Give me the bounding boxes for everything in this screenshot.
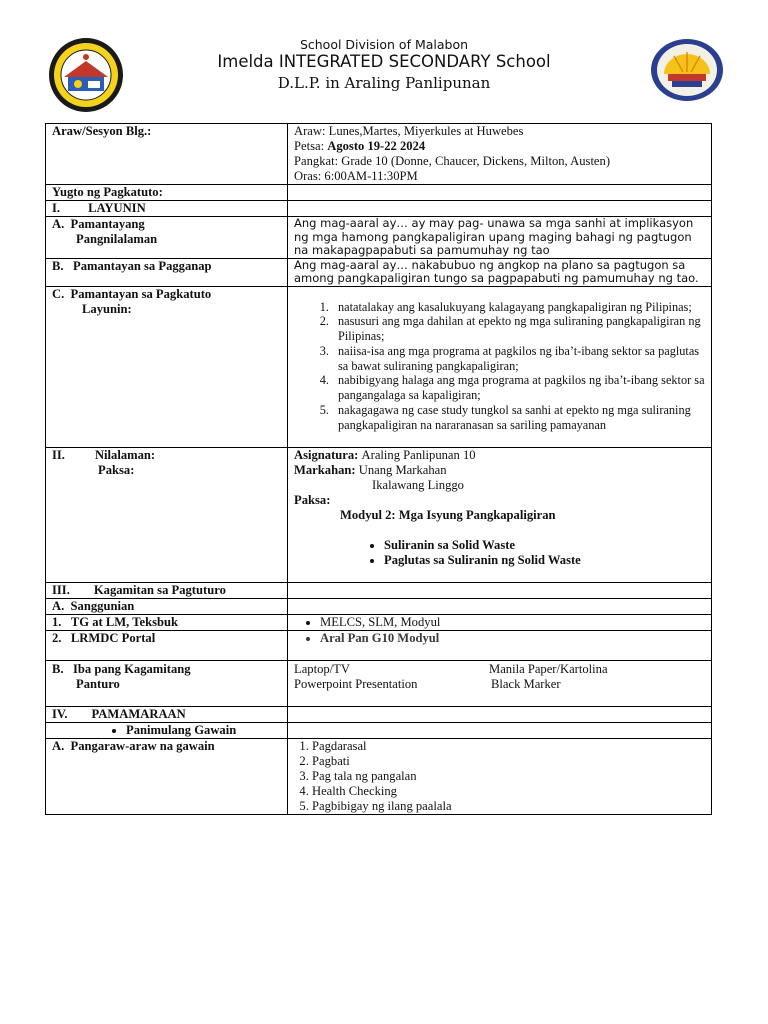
nilalaman-row — [46, 447, 712, 582]
topic-item: • Paglutas sa Suliranin ng Solid Waste — [384, 553, 705, 568]
asignatura: Asignatura: Araling Panlipunan 10 — [294, 447, 476, 462]
sanggunian-row — [46, 598, 712, 614]
pamantayan-sa-pagkatuto-row — [46, 286, 712, 447]
nilalaman-content — [288, 447, 712, 582]
school-name: Imelda INTEGRATED SECONDARY School — [217, 52, 551, 71]
pamantayang-pangnilalaman-row — [46, 217, 712, 259]
session-time: Oras: 6:00AM-11:30PM — [294, 169, 418, 183]
objective-item: 4. nabibigyang halaga ang mga programa at pagkilos ng iba’t-ibang sektor sa pangangalaga sa kapaligiran; — [332, 373, 705, 403]
topic-item: • Suliranin sa Solid Waste — [384, 538, 705, 553]
section-b-text: Ang mag-aaral ay… nakabubuo ng angkop na plano sa pagtugon sa among pangkapaligiran tungo sa pagpapabuti ng pamumuhay ng tao. — [288, 258, 712, 286]
session-days: Araw: Lunes,Martes, Miyerkules at Huwebes — [294, 124, 524, 138]
objective-item: 3. naiisa-isa ang mga programa at pagkilos ng iba’t-ibang sektor sa paglutas sa bawat suliraning pangkapaligiran; — [332, 344, 705, 374]
division-seal-icon — [650, 38, 724, 102]
session-details — [288, 124, 712, 185]
session-label: Araw/Sesyon Blg.: — [46, 124, 288, 185]
objective-item: 2. nasusuri ang mga dahilan at epekto ng mga suliraning pangkapaligiran ng Pilipinas; — [332, 314, 705, 344]
pangaraw-araw-row — [46, 738, 712, 814]
tg-lm-title: 1. TG at LM, Teksbuk — [46, 614, 288, 630]
section-a-text: Ang mag-aaral ay… ay may pag- unawa sa mga sanhi at implikasyon ng mga hamong pangkapaligiran upang maging bahagi ng pagtugon na makapagpapabuti sa pamumuhay ng tao — [288, 217, 712, 259]
objectives-list — [294, 300, 705, 433]
layunin-heading: I. LAYUNIN — [46, 201, 288, 217]
panimulang-gawain: • Panimulang Gawain — [46, 722, 288, 738]
session-date: Petsa: Agosto 19-22 2024 — [294, 139, 426, 153]
session-grade: Pangkat: Grade 10 (Donne, Chaucer, Dickens, Milton, Austen) — [294, 154, 611, 168]
pamamaraan-heading-row — [46, 706, 712, 722]
division-name: School Division of Malabon — [299, 37, 469, 52]
activity-item: 1. Pagdarasal — [312, 739, 705, 754]
lrmdc-title: 2. LRMDC Portal — [46, 630, 288, 660]
linggo: Ikalawang Linggo — [372, 477, 464, 492]
objectives-cell — [288, 286, 712, 447]
kagamitan-heading-row — [46, 582, 712, 598]
layunin-heading-row — [46, 201, 712, 217]
nilalaman-title: II. Nilalaman: Paksa: — [46, 447, 288, 582]
section-a-title: A. Pamantayang Pangnilalaman — [46, 217, 288, 259]
session-row — [46, 124, 712, 185]
section-b-title: B. Pamantayan sa Pagganap — [46, 258, 288, 286]
pangaraw-araw-title: A. Pangaraw-araw na gawain — [46, 738, 288, 814]
yugto-row — [46, 185, 712, 201]
topics-list — [294, 538, 705, 568]
objective-item: 1. natatalakay ang kasalukuyang kalagayang pangkapaligiran ng Pilipinas; — [332, 300, 705, 315]
activities-list — [294, 739, 705, 814]
sanggunian-title: A. Sanggunian — [46, 598, 288, 614]
objective-item: 5. nakagagawa ng case study tungkol sa sanhi at epekto ng mga suliraning pangkapaligiran na nararanasan sa sariling pamayanan — [332, 403, 705, 433]
document-header — [0, 0, 768, 115]
materials-cell: Laptop/TV Manila Paper/Kartolina Powerpoint Presentation Black Marker — [288, 660, 712, 706]
dlp-title: D.L.P. in Araling Panlipunan — [277, 74, 491, 92]
lrmdc-row — [46, 630, 712, 660]
pamantayan-sa-pagganap-row — [46, 258, 712, 286]
tg-lm-row — [46, 614, 712, 630]
yugto-label: Yugto ng Pagkatuto: — [46, 185, 288, 201]
pamamaraan-heading: IV. PAMAMARAAN — [46, 706, 288, 722]
modyul-title: Modyul 2: Mga Isyung Pangkapaligiran — [340, 507, 556, 522]
activities-cell — [288, 738, 712, 814]
activity-item: 5. Pagbibigay ng ilang paalala — [312, 799, 705, 814]
panimulang-gawain-row — [46, 722, 712, 738]
iba-pang-kagamitan-row — [46, 660, 712, 706]
activity-item: 3. Pag tala ng pangalan — [312, 769, 705, 784]
section-c-title: C. Pamantayan sa Pagkatuto Layunin: — [46, 286, 288, 447]
activity-item: 2. Pagbati — [312, 754, 705, 769]
kagamitan-heading: III. Kagamitan sa Pagtuturo — [46, 582, 288, 598]
tg-lm-value: • MELCS, SLM, Modyul — [288, 614, 712, 630]
paksa-label: Paksa: — [294, 492, 331, 507]
activity-item: 4. Health Checking — [312, 784, 705, 799]
lrmdc-value: • Aral Pan G10 Modyul — [288, 630, 712, 660]
markahan: Markahan: Unang Markahan — [294, 462, 447, 477]
iba-pang-kagamitan-title: B. Iba pang Kagamitang Panturo — [46, 660, 288, 706]
dlp-table — [45, 123, 712, 815]
